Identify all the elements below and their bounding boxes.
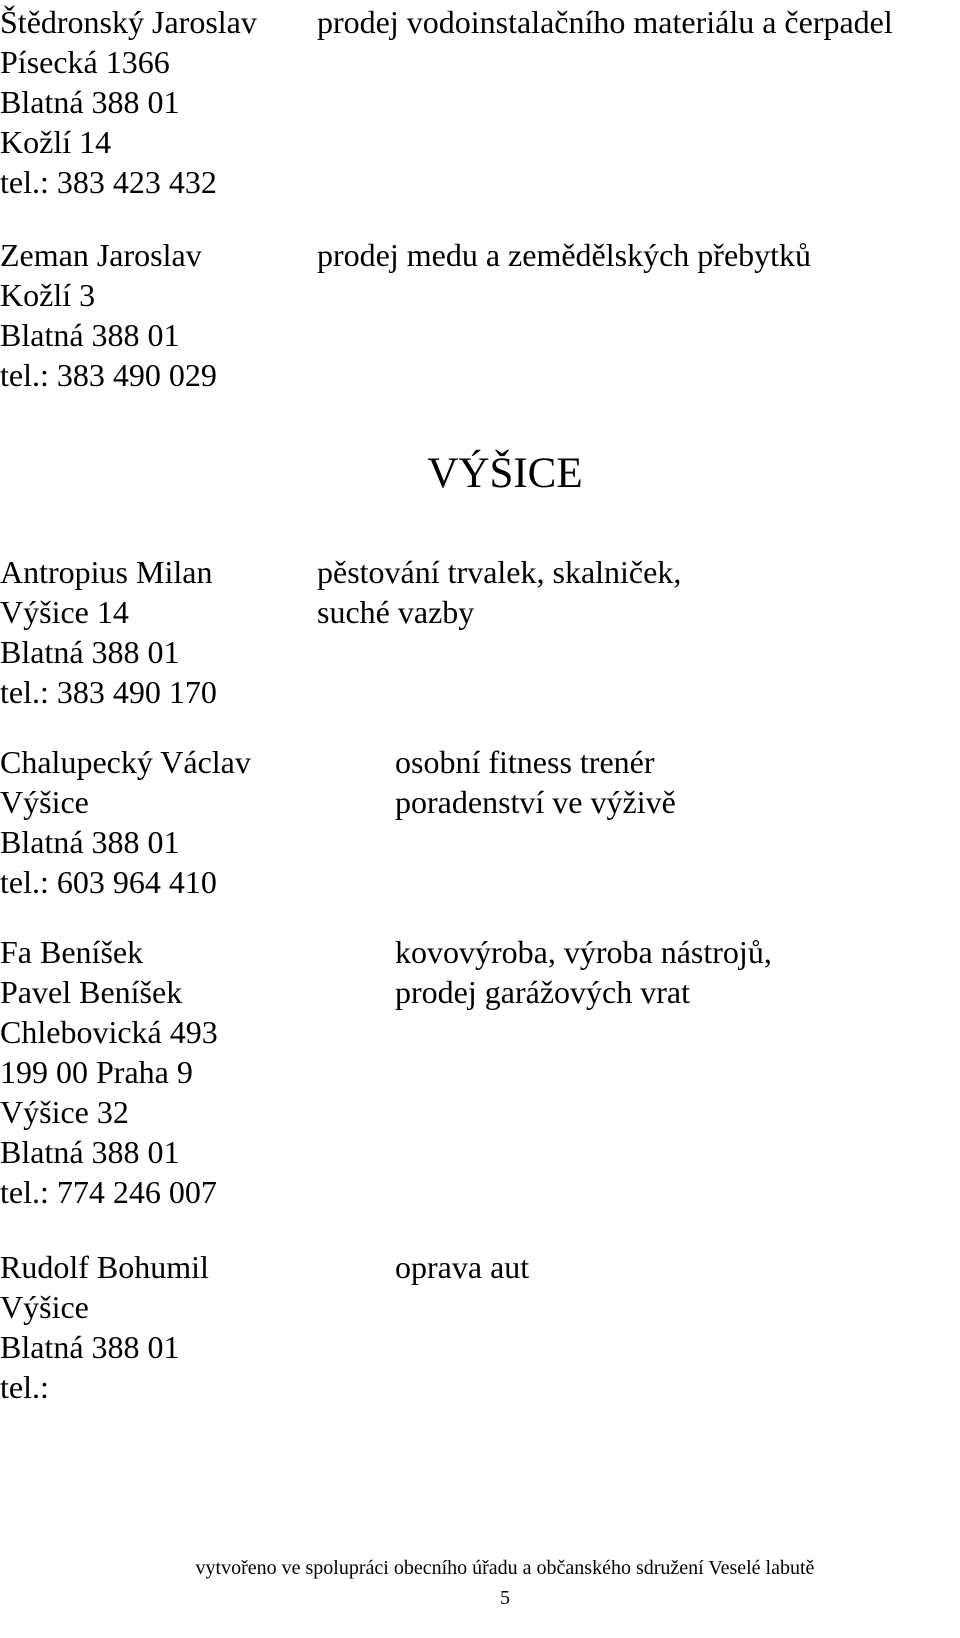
entry-description xyxy=(317,235,811,275)
entry-address: Výšice 14 xyxy=(0,594,129,630)
entry-name: Zeman Jaroslav xyxy=(0,237,202,273)
entry-city: Blatná 388 01 xyxy=(0,1329,180,1365)
entry-address: Chlebovická 493 xyxy=(0,1014,218,1050)
page-number: 5 xyxy=(500,1587,510,1609)
entry-description xyxy=(317,2,893,42)
entry-address: Výšice xyxy=(0,784,89,820)
entry-name: Pavel Beníšek xyxy=(0,974,183,1010)
entry-name: Antropius Milan xyxy=(0,554,213,590)
entry-address: Kožlí 14 xyxy=(0,124,112,160)
entry-city: 199 00 Praha 9 xyxy=(0,1054,193,1090)
entry-name: Chalupecký Václav xyxy=(0,744,251,780)
entry-phone: tel.: 383 490 029 xyxy=(0,357,217,393)
entry-name: Rudolf Bohumil xyxy=(0,1249,209,1285)
description-line: osobní fitness trenér xyxy=(395,744,655,780)
entry-phone: tel.: 774 246 007 xyxy=(0,1174,217,1210)
entry-name: Fa Beníšek xyxy=(0,934,144,970)
description-line: prodej garážových vrat xyxy=(395,974,690,1010)
entry-contact xyxy=(0,2,257,202)
entry-phone: tel.: 383 423 432 xyxy=(0,164,217,200)
footer-credit: vytvořeno ve spolupráci obecního úřadu a občanského sdružení Veselé labutě xyxy=(195,1557,815,1579)
description-line: kovovýroba, výroba nástrojů, xyxy=(395,934,772,970)
description-line: pěstování trvalek, skalniček, xyxy=(317,554,682,590)
section-heading: VÝŠICE xyxy=(427,450,583,497)
entry-address: Písecká 1366 xyxy=(0,44,170,80)
entry-name: Štědronský Jaroslav xyxy=(0,4,257,40)
entry-description xyxy=(395,742,676,822)
entry-city: Blatná 388 01 xyxy=(0,824,180,860)
description-line: oprava aut xyxy=(395,1249,530,1285)
entry-description xyxy=(395,932,772,1012)
entry-address: Výšice 32 xyxy=(0,1094,129,1130)
description-line: prodej medu a zemědělských přebytků xyxy=(317,237,812,273)
entry-phone: tel.: xyxy=(0,1369,49,1405)
entry-contact xyxy=(0,742,251,902)
entry-city: Blatná 388 01 xyxy=(0,634,180,670)
description-line: prodej vodoinstalačního materiálu a čerpadel xyxy=(317,4,893,40)
entry-city: Blatná 388 01 xyxy=(0,84,180,120)
entry-phone: tel.: 383 490 170 xyxy=(0,674,217,710)
description-line: suché vazby xyxy=(317,594,475,630)
entry-address: Výšice xyxy=(0,1289,89,1325)
description-line: poradenství ve výživě xyxy=(395,784,676,820)
entry-address: Kožlí 3 xyxy=(0,277,96,313)
entry-contact xyxy=(0,552,217,712)
entry-contact xyxy=(0,1247,209,1407)
entry-description xyxy=(317,552,681,632)
entry-city: Blatná 388 01 xyxy=(0,317,180,353)
entry-description xyxy=(395,1247,529,1287)
entry-phone: tel.: 603 964 410 xyxy=(0,864,217,900)
entry-city: Blatná 388 01 xyxy=(0,1134,180,1170)
entry-contact xyxy=(0,932,218,1212)
entry-contact xyxy=(0,235,217,395)
